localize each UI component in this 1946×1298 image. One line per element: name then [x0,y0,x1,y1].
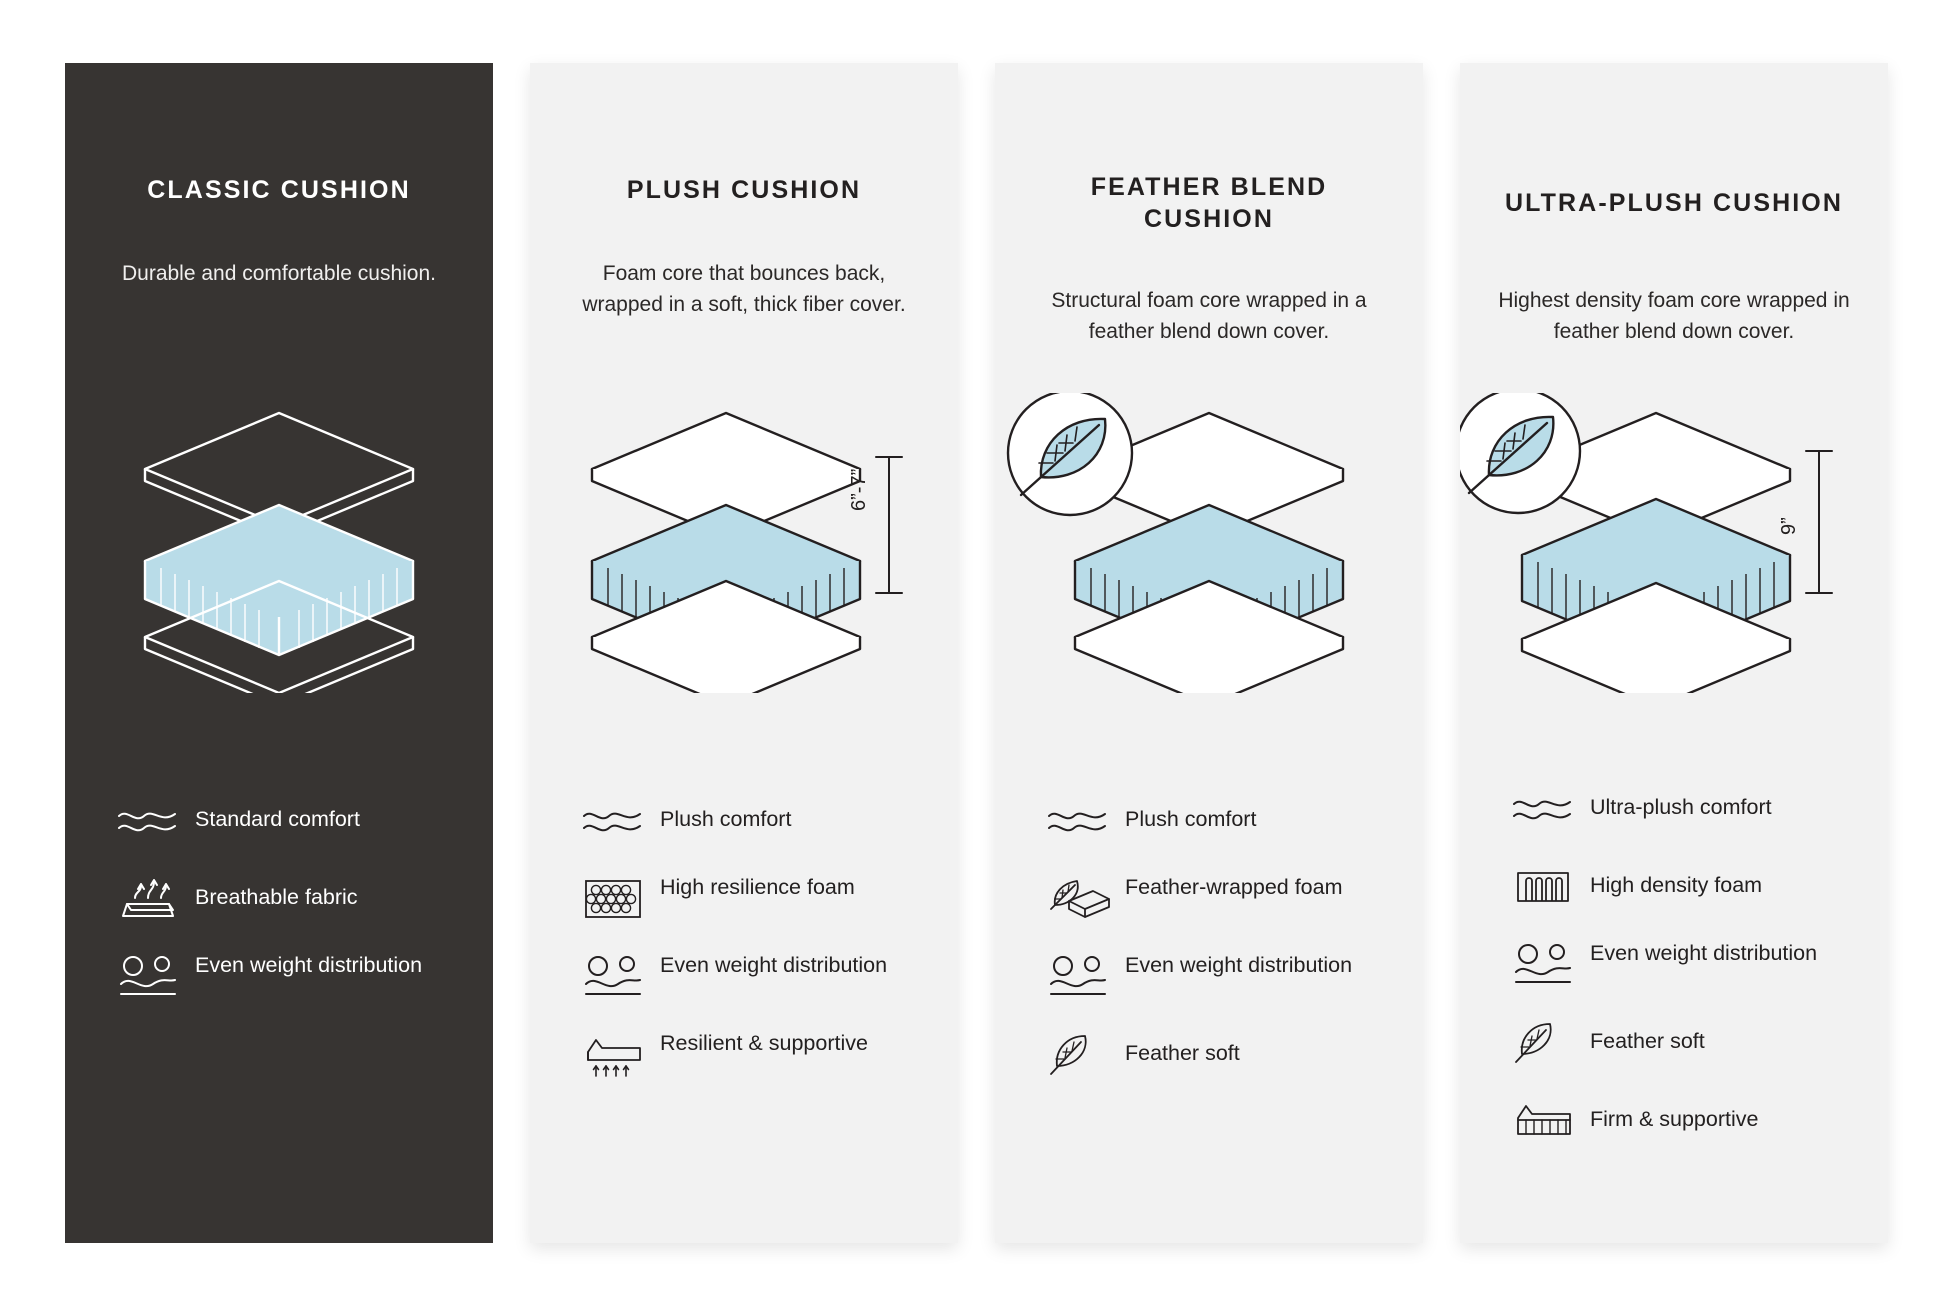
feature-item [1512,937,1854,993]
feature-list [1047,793,1389,1105]
cards-row [65,63,1895,1243]
firm-supportive-icon [1512,1093,1584,1149]
leaf-badge [1460,393,1580,513]
card-title: ULTRA-PLUSH CUSHION [1504,189,1844,217]
feature-label: High resilience foam [660,875,855,899]
feature-label: Feather soft [1590,1029,1705,1053]
high-resilience-foam-icon [582,871,654,927]
feature-label: Plush comfort [1125,807,1257,831]
feature-label: Even weight distribution [660,953,888,977]
dimension-label: 6”-7” [848,468,870,511]
feature-label: Feather-wrapped foam [1125,875,1343,899]
even-weight-distribution-icon [117,949,189,1005]
feature-label: Plush comfort [660,807,792,831]
feature-label: Even weight distribution [1125,953,1353,977]
feature-item [582,1027,924,1083]
even-weight-distribution-icon [582,949,654,1005]
feature-list [117,793,459,1027]
feature-item [1047,793,1389,849]
card-description: Foam core that bounces back, wrapped in a soft, thick fiber cover. [582,262,906,316]
feature-label: Feather soft [1125,1041,1240,1065]
dimension-label: 9” [1778,517,1800,535]
even-weight-distribution-icon [1047,949,1119,1005]
card-ultra-plush-cushion[interactable] [1460,63,1888,1243]
feature-list [1512,781,1854,1171]
feature-label: Resilient & supportive [660,1031,868,1055]
feature-item [582,949,924,1005]
leaf-badge [1008,393,1132,515]
feature-label: Firm & supportive [1590,1107,1759,1131]
even-weight-distribution-icon [1512,937,1584,993]
wave-comfort-icon [1047,793,1119,849]
feature-item [117,949,459,1005]
card-description: Durable and comfortable cushion. [121,262,436,285]
feature-item [117,793,459,849]
feather-wrapped-foam-icon [1047,871,1119,927]
wave-comfort-icon [582,793,654,849]
card-feather-blend-cushion[interactable] [995,63,1423,1243]
exploded-cushion-diagram-plush [530,393,958,693]
card-title: PLUSH CUSHION [626,176,862,204]
feature-item [1512,859,1854,915]
card-plush-cushion[interactable] [530,63,958,1243]
exploded-cushion-diagram-classic [65,393,493,693]
resilient-supportive-icon [582,1027,654,1083]
feature-item [1512,781,1854,837]
wave-comfort-icon [1512,781,1584,837]
feature-item [582,871,924,927]
exploded-cushion-diagram-ultra-plush [1460,393,1888,693]
feature-label: Standard comfort [195,807,360,831]
wave-comfort-icon [117,793,189,849]
card-description: Highest density foam core wrapped in feather blend down cover. [1498,289,1850,343]
feather-icon [1512,1015,1584,1071]
feature-label: Breathable fabric [195,885,358,909]
feature-list [582,793,924,1105]
feature-item [582,793,924,849]
breathable-fabric-icon [117,871,189,927]
card-description: Structural foam core wrapped in a feather blend down cover. [1051,289,1367,343]
feature-item [1047,949,1389,1005]
high-density-foam-icon [1512,859,1584,915]
feature-item [1512,1093,1854,1149]
feature-label: High density foam [1590,873,1763,897]
card-title: CLASSIC CUSHION [147,176,411,204]
feather-icon [1047,1027,1119,1083]
card-title: FEATHER BLEND CUSHION [1090,173,1328,233]
feature-label: Even weight distribution [195,953,423,977]
card-classic-cushion[interactable] [65,63,493,1243]
feature-label: Even weight distribution [1590,941,1818,965]
feature-item [1047,1027,1389,1083]
feature-label: Ultra-plush comfort [1590,795,1772,819]
exploded-cushion-diagram-feather-blend [995,393,1423,693]
feature-item [1047,871,1389,927]
feature-item [117,871,459,927]
feature-item [1512,1015,1854,1071]
